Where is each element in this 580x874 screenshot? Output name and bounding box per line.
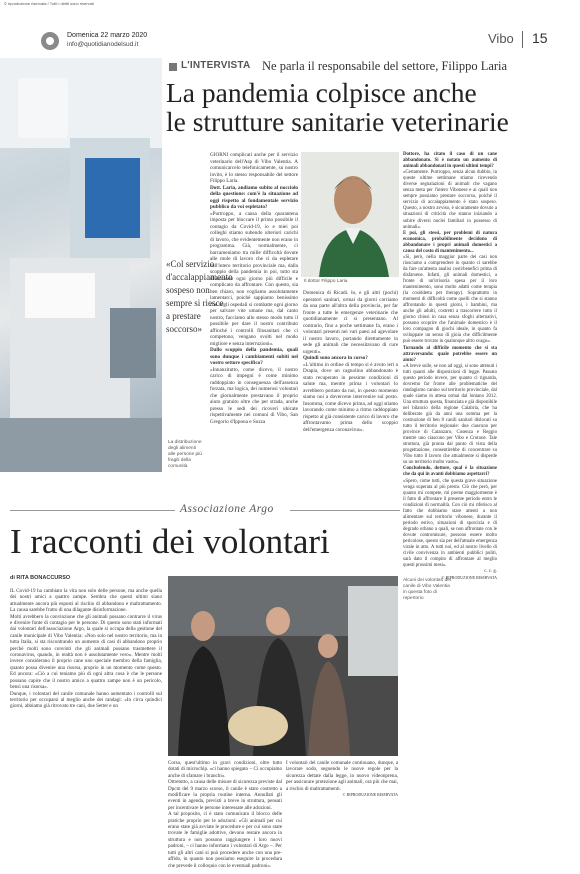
copyright-line: © RIPRODUZIONE RISERVATA [441, 575, 497, 581]
article1-column-2 [303, 290, 398, 433]
paragraph: Corso, quest'ultimo in gravi condizioni, oltre tutto dotati di microchip. «ci hanno spiegato – Ci occupiamo anche di sfamare i branchi». [168, 760, 282, 779]
article2-kicker: Associazione Argo [180, 503, 274, 515]
title-line-1: La pandemia colpisce anche [166, 77, 477, 108]
page-number: 15 [532, 30, 548, 46]
portrait-caption: Il dottor Filippo Laria [304, 279, 348, 284]
article-subtitle: Ne parla il responsabile del settore, Filippo Laria [262, 59, 508, 73]
paragraph: «Purtroppo, a causa della quarantena imposta per bloccare il primo possibile il contagio da Covid-19, io e miei poi colleghi stiamo subendo ulteriori carichi di lavoro, che evidentemente non erano in programma. Già, normalmente, ci barcameniamo tra mille difficoltà dovute alle mole di lavoro che ci da espletare sull'intero territorio provinciale ma, dalla scoppio della pandemia in poi, tutto sta diventando ogni giorno più difficile e complicato da affrontare. Con questo, sia ben chiaro, non vogliamo assolutamente lamentarci, poiché sappiamo benissimo che negli ospedali si combatte ogni giorno per salvare vite umane ma, dal canto nostro, facciamo allo stesso modo tutto il possibile per dare il nostro contributo affinché i controlli filosanitari che ci competono, vengano svolti nel modo migliore e senza interruzioni». [210, 210, 298, 347]
paragraph: «Sì, però, nella maggior parte dei casi non riusciamo a comprendere in quanto ci sarebbe da fare un'attenta analisi costi/benefici prima di disfarsene. Infatti, gli animali domestici, a fronte di un'irrisoria spesa per il loro mantenimento, sono molto adatti come terapia (la cosiddetta pet therapy). Soprattutto in momenti di difficoltà come quelli che si stanno affrontando in questi giorni, i bambini, ma anche gli adulti, costretti a trascorrere tutto il giorno chiusi in casa senza sfoghi alternativi, possono scoprire che l'animale domestico è il loro compagno di giochi ideale, in quanto fa sviluppare un senso di gioia che difficilmente può essere trovato in qualunque altro svago». [403, 254, 497, 345]
byline: di RITA BONACCURSO [10, 575, 71, 581]
doctor-portrait-photo [301, 152, 399, 277]
paragraph: «Spero, come tutti, che questa grave situazione venga superata al più presto. Ciò che però, per quanto mi compete, mi preme maggiormente è il fatto di affrontare il presente periodo entro le condizioni di normalità. Con ciò mi riferisco al fatto che dobbiamo stare attenti a non alimentare sul territorio vibonese, durante il periodo estivo, situazioni di sporcizia e di degrado urbano a quali, se non affrontate con le dovute contromisure, possono essere molto pericolose, questo sia per dell'attuale emergenza virale in atto. A tutti noi, ed al nostro livello di civile convivenza in ambienti pubblici puliti, sarà dato il compito di affrontare al meglio questi prossimi mesi». [403, 478, 497, 569]
question: Concludendo, dottore, qual è la situazione che da qui in avanti dobbiamo aspettarci? [403, 466, 497, 478]
volunteers-photo [168, 576, 398, 756]
question: Dallo scoppio della pandemia, quali sono dunque i cambiamenti subiti nel vostro settore specifico? [210, 347, 298, 366]
paragraph: «Innanzitutto, come dicevo, il nostro carico di impegni è come minimo raddoppiato in conseguenza dell'assenza forzata, ma logica, dei numerosi volontari che giornalmente prestavano il proprio aiuto gratuito oltre che per strada, anche presso le sedi dei ricoveri ubicate rispettivamente nei comuni di Vibo, San Gregorio d'Ippona e Sozza [210, 366, 298, 425]
copyright-line: © RIPRODUZIONE RISERVATA [342, 792, 398, 798]
paragraph: A tal proposito, ci è stato comunicato il blocco delle pratiche proprio per le adozioni: «Gli animali per cui erano state già avviate le procedure e per cui sono state trovate le famiglie adottive, devono restare ancora in struttura e non possono raggiungere i loro nuovi padroni, – ci hanno informato i volontari di Argo –. Per tutti gli altri cani si può procedere anche con una pre-affido, in quanto non possiamo eseguire la procedura che prevede il colloquio con le eventuali padroni». [168, 811, 282, 869]
copyright-notice: © riproduzione riservata / Tutti i diritti sono riservati [4, 1, 94, 6]
newspaper-logo-icon [41, 32, 59, 50]
article1-column-1 [210, 152, 298, 425]
paragraph: GIORNI complicati anche per il servizio veterinario dell'Asp di Vibo Valentia. A comunicarcelo telefonicamente, su nostro invito, è lo stesso responsabile del settore Filippo Laria. [210, 152, 298, 184]
title-line-2: le strutture sanitarie veterinarie [166, 106, 509, 137]
issue-date: Domenica 22 marzo 2020 [67, 32, 148, 39]
volunteers-scene [168, 576, 398, 756]
article2-title: I racconti dei volontari [10, 522, 330, 561]
article2-column-1 [10, 588, 162, 710]
article1-column-3 [403, 152, 497, 581]
section-divider-right [290, 510, 400, 511]
paragraph: Dunque, i volontari del canile comunale hanno aumentato i controlli sul territorio per occuparsi al meglio anche dei randagi: «In circa quindici giorni, abbiamo già ritrovato tre cani, due Setter e un [10, 690, 162, 710]
paragraph: Ottretutto, a causa delle misure di sicurezza previste dal Dpcm del 9 marzo scorso, il canile è stato costretto a modificare la propria routine interna. Annullati gli eventi in agenda, previsti a breve in struttura, pensati per incentivare le persone interessate alle adozioni. [168, 779, 282, 811]
masthead-divider [522, 31, 523, 48]
question: Tornando al difficile momento che si sta attraversando: quale potrebbe essere un aiuto? [403, 345, 497, 363]
contact-email: info@quotidianodelsud.it [67, 41, 139, 48]
question: Dottore, ha citato il caso di un cane abbandonato. Si è notato un aumento di animali abbandonati in questi ultimi tempi? [403, 152, 497, 170]
photo-scene [0, 58, 162, 472]
masthead [0, 22, 580, 56]
article-title [166, 78, 509, 136]
article2-column-2 [168, 760, 282, 869]
article-kicker: L'INTERVISTA [181, 60, 251, 71]
section-divider-left [10, 510, 175, 511]
paragraph: «Certamente. Purtroppo, senza alcun dubbio, in queste ultime settimane stiamo ricevendo diverse segnalazioni di animali che vagano senza meta per l'intero Vibonese e ai quali non sempre possiamo prestare soccorso, poiché il servizio di accalappiamento è stato sospeso. Questo, a nostro avviso, è sicuramente dovuto a situazioni di criticità che stanno iniziando a subire diversi nuclei familiari in possesso di animali». [403, 170, 497, 230]
portrait-scene [301, 152, 399, 277]
article-kicker-box [169, 63, 177, 71]
question: E poi, gli stessi, per problemi di natura economica, probabilmente decidono di abbandonare i propri animali domestici a causa del costo di mantenimento... [403, 230, 497, 254]
author-initials: c. c. g. [484, 569, 497, 575]
photo-caption-distribution: La distribuzione degli alimenti alle persone più fragili della comunità [168, 440, 202, 469]
question: Quindi sono ancora in corso? [303, 355, 368, 361]
paragraph: «L'ultimo in ordine di tempo si è avuto ieri a Drapia, dove un cagnolino abbandonato è stato recuperato in pessime condizioni di salute ma, mentre prima i volontari lo avrebbero portato da noi, in questo momento siamo noi a dovercene intervenire sul posto. Insomma, come dicevo prima, ad oggi stiamo lavorando come minimo a ritmo raddoppiato rispetto al già consistente carico di lavoro che affrontavamo prima dello scoppio dell'emergenza coronavirus». [303, 361, 398, 433]
section-name: Vibo [488, 31, 514, 46]
food-distribution-photo [0, 58, 162, 472]
article2-column-3 [286, 760, 398, 798]
paragraph: Molti avrebbero la convinzione che gli animali possano contrarre il virus e divenire fonte di contagio per le persone. Di questo sono stati informati dai volontari dell'associazione Argo, la quale si occupa della gestione del canile municipale di Vibo Valentia: «Non solo nel nostro territorio, ma in tutta Italia, si sta riscontrando un aumento di casi di abbandono proprio perché molti sono convinti che gli animali possano trasmettere il coronavirus, quando, in realtà non è assolutamente vero». Mentre molti invece considerano il proprio cane uno speciale membro della famiglia, quanto possa divenire una risorsa, proprio in un momento come questo. Ed ancora: «Ciò a cui teniamo più di ogni altra cosa è che le persone possano capire che il nostro amico a quattro zampe non è un pericolo, bensì una risorsa». [10, 613, 162, 691]
paragraph: IL Covid-19 ha cambiato la vita non solo delle persone, ma anche quella dei nostri amici a quattro zampe. Sembra che questi ultimi siano attualmente ancora più esposti al rischio di abbandono e maltrattamento. La causa sarebbe frutto di una dilagante disinformazione. [10, 588, 162, 614]
question: Dott. Laria, andiamo subito al nocciolo della questione: com'è la situazione ad oggi rispetto al fondamentale servizio pubblico da voi espletato? [210, 184, 298, 210]
paragraph: I volontari del canile comunale continuano, dunque, a lavorare sodo, seguendo le nuove regole per la sicurezza dettate dalla legge, in nuovo videonprena, per assicurare protezione agli animali, ora più che mai, a rischio di maltrattamenti. [286, 760, 398, 792]
paragraph: «A breve sulle, se non ad oggi, si sono attenuti i tutti quanti alle disposizioni di legge. Passato questo periodo invece, per quanto ci riguarda, dovremo far fronte alle problematiche del randagismo canino sul territorio provinciale, dal quale siamo in attesa ormai dal lontano 2012. Una struttura questa, finanziata e già disponibile nel bilancio della regione Calabria, che ha deliberato già da anni una somma per la costruzione di ben 8 canili sanitari dislocati su tutto il territorio regionale: due ciascuno per province di Catanzaro, Cosenza e Reggio mentre uno ciascuno per Vibo e Crotone. Tale struttura, già pronta dal punto di vista della progettazione, consentirebbe di concentrare su Vibo tutto il lavoro che attualmente si disperde su un territorio molto vasto». [403, 363, 497, 466]
volunteers-photo-caption: Alcuni dei volontari del canile di Vibo Valentia in questa foto di repertorio [403, 578, 451, 601]
pull-quote: «Col servizio d'accalappiamento sospeso non sempre si riesce a prestare soccorso» [166, 259, 233, 334]
paragraph: Domenica di Ricadi. Io, e gli altri (pochi) operatori sanitari, ormai da giorni corriamo da una parte all'altra della provincia, per far fronte a tutte le emergenze veterinarie che quotidianamente ci si presentano. Al contrario, fino a poche settimane fa, erano i volontari presenti nei vari paesi ad agevolare il nostro lavoro, portando direttamente in sede gli animali che necessitavano di cure urgenti». [303, 290, 398, 355]
